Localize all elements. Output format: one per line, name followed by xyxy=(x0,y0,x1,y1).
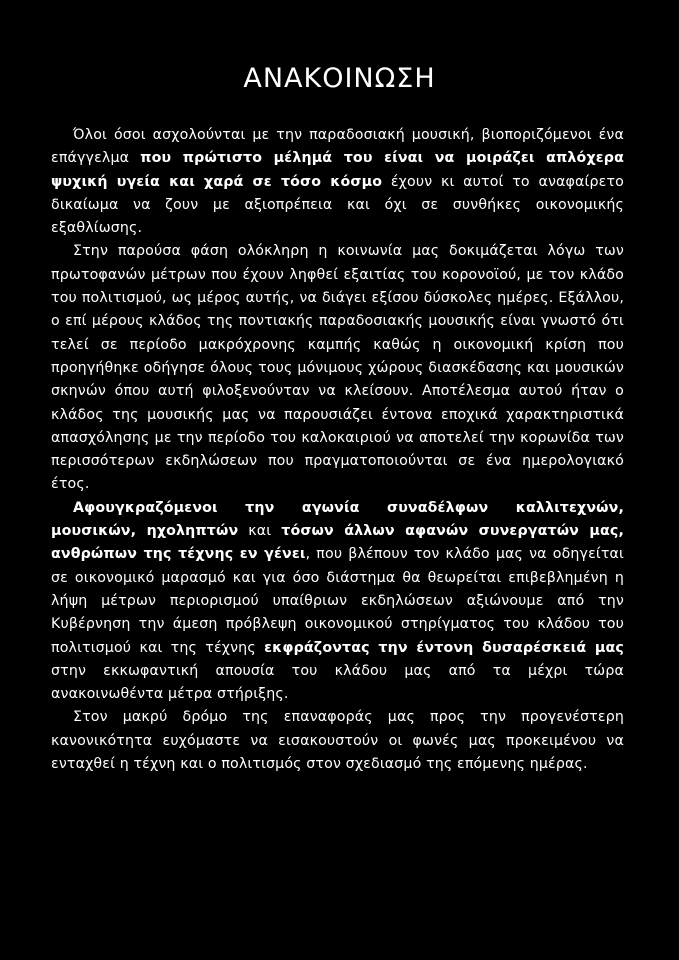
emphasized-text: εκφράζοντας την έντονη δυσαρέσκειά μας xyxy=(264,639,624,656)
emphasized-text: τόσων άλλων αφανών συνεργατών μας, ανθρώπων της τέχνης εν γένει xyxy=(51,523,624,563)
announcement-body xyxy=(51,124,624,776)
paragraph-text: και xyxy=(238,523,282,540)
paragraph-text: Στον μακρύ δρόμο της επαναφοράς μας προς την προγενέστερη κανονικότητα ευχόμαστε να εισακουστούν οι φωνές μας προκειμένου να ενταχθεί η τέχνη και ο πολιτισμός στον σχεδιασμό της επόμενης ημέρας. xyxy=(51,709,624,773)
emphasized-text: που πρώτιστο μέλημά του είναι να μοιράζει απλόχερα ψυχική υγεία και χαρά σε τόσο κόσμο xyxy=(51,150,624,190)
paragraph-text: , που βλέπουν τον κλάδο μας να οδηγείται σε οικονομικό μαρασμό και για όσο διάστημα θα θεωρείται επιβεβλημένη η λήψη μέτρων περιορισμού υπαίθριων εκδηλώσεων αξιώνουμε από την Κυβέρνηση την άμεση πρόβλεψη οικονομικού στηρίγματος του κλάδου του πολιτισμού και της τέχνης xyxy=(51,546,625,656)
paragraph-4 xyxy=(51,706,624,776)
paragraph-text: Στην παρούσα φάση ολόκληρη η κοινωνία μας δοκιμάζεται λόγω των πρωτοφανών μέτρων που έχουν ληφθεί εξαιτίας του κορονοϊού, με τον κλάδο του πολιτισμού, ως μέρος αυτής, να διάγει εξίσου δύσκολες ημέρες. Εξάλλου, ο επί μέρους κλάδος της ποντιακής παραδοσιακής μουσικής είναι γνωστό ότι τελεί σε περίοδο μακρόχρονης καμπής καθώς η οικονομική κρίση που προηγήθηκε οδήγησε όλους τους μόνιμους χώρους διασκέδασης και μουσικών σκηνών όπου αυτή φιλοξενούνταν να κλείσουν. Αποτέλεσμα αυτού ήταν ο κλάδος της μουσικής μας να παρουσιάζει έντονα εποχικά χαρακτηριστικά απασχόλησης με την περίοδο του καλοκαιριού να αποτελεί την κορωνίδα των περισσότερων εκδηλώσεων που πραγματοποιούνται σε ένα ημερολογιακό έτος. xyxy=(51,243,624,493)
paragraph-1 xyxy=(51,124,624,240)
paragraph-text: στην εκκωφαντική απουσία του κλάδου μας από τα μέχρι τώρα ανακοινωθέντα μέτρα στήριξης. xyxy=(51,662,624,703)
emphasized-text: Αφουγκραζόμενοι την αγωνία συναδέλφων καλλιτεχνών, μουσικών, ηχοληπτών xyxy=(51,499,624,540)
paragraph-3 xyxy=(51,497,624,707)
paragraph-text: Όλοι όσοι ασχολούνται με την παραδοσιακή μουσική, βιοποριζόμενοι ένα επάγγελμα xyxy=(51,127,624,167)
page-title: ΑΝΑΚΟΙΝΩΣΗ xyxy=(243,63,436,94)
paragraph-text: έχουν κι αυτοί το αναφαίρετο δικαίωμα να ζουν με αξιοπρέπεια και όχι σε συνθήκες οικονομικής εξαθλίωσης. xyxy=(51,173,624,237)
paragraph-2 xyxy=(51,240,624,496)
